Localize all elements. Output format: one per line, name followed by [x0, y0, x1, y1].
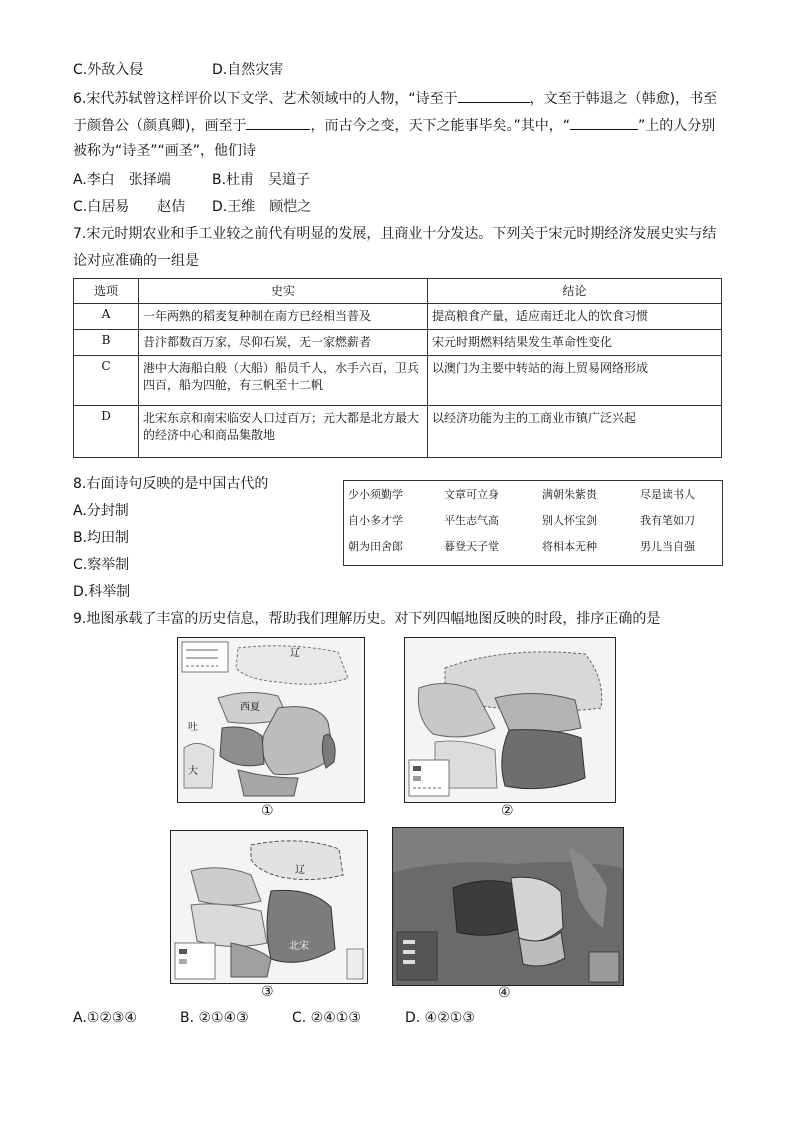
map-1-drawing — [178, 638, 364, 802]
q6-option-d: D.王维 顾恺之 — [212, 199, 312, 215]
q8-option-c: C.察举制 — [73, 557, 130, 573]
map-4-drawing — [393, 828, 623, 985]
poem-line: 将相本无种 — [542, 540, 597, 553]
q6-option-a: A.李白 张择端 — [73, 172, 171, 188]
map-3-label-song: 北宋 — [289, 941, 309, 952]
q5-option-c: C.外敌入侵 — [73, 62, 144, 78]
poem-line: 自小多才学 — [348, 514, 403, 527]
table-row — [74, 330, 722, 356]
q8-option-a: A.分封制 — [73, 503, 129, 519]
table-row — [74, 406, 722, 458]
q6-text-1a: 6.宋代苏轼曾这样评价以下文学、艺术领域中的人物，“诗至于 — [73, 91, 458, 107]
q7-row-a-fact: 一年两熟的稻麦复种制在南方已经相当普及 — [139, 304, 428, 330]
q7-row-a-option: A — [74, 304, 139, 330]
map-1-label-dali: 大 — [188, 766, 198, 777]
poem-line: 男儿当自强 — [640, 540, 695, 553]
q7-stem-line2: 论对应准确的一组是 — [73, 253, 199, 269]
q7-table-header — [74, 279, 722, 304]
map-4 — [392, 827, 624, 986]
table-row — [74, 304, 722, 330]
q7-stem-line1: 7.宋元时期农业和手工业较之前代有明显的发展，且商业十分发达。下列关于宋元时期经济发展史实与结 — [73, 226, 717, 242]
q6-stem-line1 — [73, 87, 717, 109]
poem-line: 我有笔如刀 — [640, 514, 695, 527]
poem-line: 满朝朱紫贵 — [542, 488, 597, 501]
poem-line: 文章可立身 — [444, 488, 499, 501]
map-3 — [170, 830, 368, 984]
q6-option-c: C.白居易 赵佶 — [73, 199, 186, 215]
q6-text-2b: ，而古今之变，天下之能事毕矣。”其中，“ — [310, 118, 570, 134]
q7-header-conclusion: 结论 — [428, 279, 722, 304]
q7-row-d-fact: 北宋东京和南宋临安人口过百万；元大都是北方最大的经济中心和商品集散地 — [139, 406, 428, 458]
q6-blank-2 — [246, 114, 310, 130]
poem-line: 少小须勤学 — [348, 488, 403, 501]
q7-row-c-conclusion: 以澳门为主要中转站的海上贸易网络形成 — [428, 356, 722, 406]
table-row — [74, 356, 722, 406]
q6-option-b: B.杜甫 吴道子 — [212, 172, 311, 188]
map-4-number: ④ — [498, 985, 511, 1001]
q7-row-d-conclusion: 以经济功能为主的工商业市镇广泛兴起 — [428, 406, 722, 458]
q8-poem-box — [343, 480, 723, 566]
q5-option-d: D.自然灾害 — [212, 62, 284, 78]
q9-option-d: D. ④②①③ — [405, 1010, 475, 1026]
map-1-label-liao: 辽 — [290, 648, 300, 659]
q6-stem-line2 — [73, 114, 715, 136]
map-1-label-xixia: 西夏 — [240, 702, 260, 713]
q7-row-b-fact: 昔汴都数百万家，尽仰石炭，无一家燃薪者 — [139, 330, 428, 356]
q7-header-option: 选项 — [74, 279, 139, 304]
q6-blank-1 — [458, 87, 530, 103]
map-3-label-liao: 辽 — [295, 865, 305, 876]
poem-row — [344, 486, 722, 506]
map-1 — [177, 637, 365, 803]
map-3-number: ③ — [261, 984, 274, 1000]
poem-line: 平生志气高 — [444, 514, 499, 527]
q9-option-a: A.①②③④ — [73, 1010, 137, 1026]
q6-text-2c: ”上的人分别 — [637, 118, 716, 134]
q7-row-c-fact: 港中大海船白般（大船）船员千人，水手六百，卫兵四百，船为四舱，有三帆至十二帆 — [139, 356, 428, 406]
q9-option-b: B. ②①④③ — [180, 1010, 249, 1026]
poem-line: 别人怀宝剑 — [542, 514, 597, 527]
q7-row-a-conclusion: 提高粮食产量，适应南迁北人的饮食习惯 — [428, 304, 722, 330]
poem-line: 暮登天子堂 — [444, 540, 499, 553]
map-1-number: ① — [261, 803, 274, 819]
q9-stem: 9.地图承载了丰富的历史信息，帮助我们理解历史。对下列四幅地图反映的时段，排序正确的是 — [73, 611, 661, 627]
map-2 — [404, 637, 616, 803]
poem-line: 尽是读书人 — [640, 488, 695, 501]
q7-header-fact: 史实 — [139, 279, 428, 304]
q7-table — [73, 278, 722, 458]
map-1-label-tubo: 吐 — [188, 722, 198, 733]
q9-option-c: C. ②④①③ — [292, 1010, 361, 1026]
map-2-number: ② — [501, 803, 514, 819]
map-3-drawing — [171, 831, 367, 983]
poem-line: 朝为田舍郎 — [348, 540, 403, 553]
q7-row-d-option: D — [74, 406, 139, 458]
q6-stem-line3: 被称为“诗圣”“画圣”，他们诗 — [73, 143, 257, 159]
q8-option-b: B.均田制 — [73, 530, 130, 546]
q6-text-2a: 于颜鲁公（颜真卿)，画至于 — [73, 118, 247, 134]
q6-text-1b: ，文至于韩退之（韩愈)，书至 — [529, 91, 718, 107]
q8-option-d: D.科举制 — [73, 584, 131, 600]
map-2-drawing — [405, 638, 615, 802]
q7-row-b-option: B — [74, 330, 139, 356]
poem-row — [344, 512, 722, 532]
q7-row-b-conclusion: 宋元时期燃料结果发生革命性变化 — [428, 330, 722, 356]
q6-blank-3 — [570, 114, 638, 130]
poem-row — [344, 538, 722, 558]
q7-row-c-option: C — [74, 356, 139, 406]
q8-stem: 8.右面诗句反映的是中国古代的 — [73, 476, 269, 492]
